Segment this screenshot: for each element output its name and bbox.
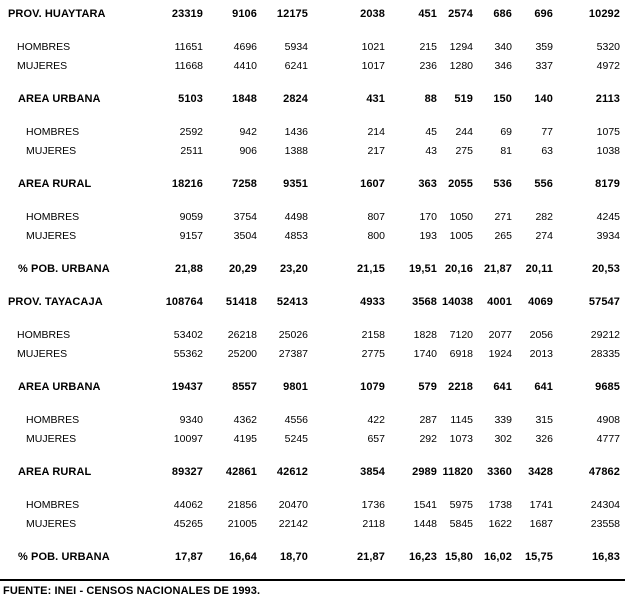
cell-value: 4410 (233, 60, 257, 72)
cell-value: 9340 (179, 414, 203, 426)
cell-value: 53402 (173, 329, 203, 341)
table-row (0, 496, 625, 515)
cell-value: 16,83 (591, 551, 620, 563)
cell-value: 9351 (283, 178, 308, 190)
cell-value: 5934 (284, 41, 308, 53)
cell-value: 8179 (595, 178, 620, 190)
row-label: HOMBRES (17, 41, 71, 53)
cell-value: 215 (419, 41, 437, 53)
cell-value: 579 (418, 381, 437, 393)
cell-value: 1038 (596, 145, 620, 157)
cell-value: 51418 (225, 296, 257, 308)
cell-value: 43 (425, 145, 437, 157)
cell-value: 88 (424, 93, 437, 105)
cell-value: 45 (425, 126, 437, 138)
cell-value: 1050 (449, 211, 473, 223)
cell-value: 451 (418, 8, 437, 20)
cell-value: 1073 (449, 433, 473, 445)
cell-value: 2989 (412, 466, 437, 478)
cell-value: 1005 (449, 230, 473, 242)
cell-value: 282 (535, 211, 553, 223)
cell-value: 315 (535, 414, 553, 426)
table-row (0, 90, 625, 109)
cell-value: 265 (494, 230, 512, 242)
cell-value: 337 (535, 60, 553, 72)
cell-value: 214 (367, 126, 385, 138)
table-row (0, 430, 625, 449)
cell-value: 3360 (487, 466, 512, 478)
cell-value: 236 (419, 60, 437, 72)
row-label: % POB. URBANA (18, 263, 110, 275)
cell-value: 1294 (449, 41, 473, 53)
cell-value: 641 (493, 381, 512, 393)
cell-value: 20,16 (444, 263, 473, 275)
cell-value: 3934 (596, 230, 620, 242)
cell-value: 536 (493, 178, 512, 190)
cell-value: 16,02 (483, 551, 512, 563)
cell-value: 1021 (361, 41, 385, 53)
cell-value: 4777 (596, 433, 620, 445)
cell-value: 3854 (360, 466, 385, 478)
cell-value: 9106 (232, 8, 257, 20)
cell-value: 3504 (233, 230, 257, 242)
cell-value: 29212 (590, 329, 620, 341)
cell-value: 807 (367, 211, 385, 223)
cell-value: 326 (535, 433, 553, 445)
row-label: HOMBRES (26, 211, 80, 223)
row-label: MUJERES (26, 433, 77, 445)
cell-value: 942 (239, 126, 257, 138)
cell-value: 44062 (173, 499, 203, 511)
cell-value: 2592 (179, 126, 203, 138)
cell-value: 3428 (528, 466, 553, 478)
cell-value: 18,70 (279, 551, 308, 563)
cell-value: 16,64 (228, 551, 257, 563)
cell-value: 20,29 (228, 263, 257, 275)
cell-value: 52413 (276, 296, 308, 308)
cell-value: 431 (366, 93, 385, 105)
cell-value: 15,80 (444, 551, 473, 563)
cell-value: 21,15 (356, 263, 385, 275)
cell-value: 1541 (413, 499, 437, 511)
cell-value: 519 (454, 93, 473, 105)
cell-value: 16,23 (408, 551, 437, 563)
cell-value: 1687 (529, 518, 553, 530)
table-row (0, 411, 625, 430)
cell-value: 23558 (590, 518, 620, 530)
row-label: % POB. URBANA (18, 551, 110, 563)
cell-value: 292 (419, 433, 437, 445)
cell-value: 20,11 (525, 263, 553, 275)
row-label: AREA RURAL (18, 178, 92, 190)
cell-value: 3754 (233, 211, 257, 223)
cell-value: 47862 (588, 466, 620, 478)
cell-value: 2056 (529, 329, 553, 341)
table-row (0, 142, 625, 161)
cell-value: 4245 (596, 211, 620, 223)
cell-value: 8557 (232, 381, 257, 393)
cell-value: 2013 (529, 348, 553, 360)
cell-value: 77 (541, 126, 553, 138)
cell-value: 1017 (361, 60, 385, 72)
cell-value: 641 (534, 381, 553, 393)
cell-value: 244 (455, 126, 473, 138)
cell-value: 2824 (283, 93, 308, 105)
cell-value: 4362 (233, 414, 257, 426)
row-label: PROV. HUAYTARA (8, 8, 106, 20)
cell-value: 140 (534, 93, 553, 105)
cell-value: 57547 (588, 296, 620, 308)
cell-value: 346 (494, 60, 512, 72)
cell-value: 1828 (413, 329, 437, 341)
cell-value: 302 (494, 433, 512, 445)
cell-value: 2158 (361, 329, 385, 341)
cell-value: 1388 (284, 145, 308, 157)
cell-value: 23319 (171, 8, 203, 20)
cell-value: 7120 (449, 329, 473, 341)
cell-value: 11668 (174, 60, 203, 72)
cell-value: 7258 (232, 178, 257, 190)
cell-value: 150 (493, 93, 512, 105)
table-body (0, 5, 625, 567)
row-label: MUJERES (26, 518, 77, 530)
row-label: MUJERES (17, 348, 68, 360)
table-row (0, 463, 625, 482)
cell-value: 9685 (595, 381, 620, 393)
cell-value: 25026 (278, 329, 308, 341)
cell-value: 9157 (179, 230, 203, 242)
cell-value: 5245 (284, 433, 308, 445)
cell-value: 4069 (528, 296, 553, 308)
cell-value: 696 (534, 8, 553, 20)
row-label: PROV. TAYACAJA (8, 296, 103, 308)
cell-value: 19,51 (408, 263, 437, 275)
cell-value: 1924 (488, 348, 512, 360)
source-note: FUENTE: INEI - CENSOS NACIONALES DE 1993. (3, 585, 261, 597)
cell-value: 5975 (449, 499, 473, 511)
cell-value: 170 (419, 211, 437, 223)
cell-value: 686 (493, 8, 512, 20)
cell-value: 10292 (588, 8, 620, 20)
cell-value: 217 (367, 145, 385, 157)
cell-value: 274 (535, 230, 553, 242)
row-label: MUJERES (26, 145, 77, 157)
cell-value: 10097 (173, 433, 203, 445)
cell-value: 25200 (227, 348, 257, 360)
cell-value: 12175 (276, 8, 308, 20)
cell-value: 287 (419, 414, 437, 426)
row-label: AREA RURAL (18, 466, 92, 478)
cell-value: 1741 (529, 499, 553, 511)
cell-value: 4853 (284, 230, 308, 242)
cell-value: 657 (367, 433, 385, 445)
cell-value: 2113 (595, 93, 620, 105)
cell-value: 15,75 (524, 551, 553, 563)
cell-value: 55362 (173, 348, 203, 360)
cell-value: 42612 (276, 466, 308, 478)
row-label: AREA URBANA (18, 381, 101, 393)
cell-value: 4696 (233, 41, 257, 53)
cell-value: 2218 (448, 381, 473, 393)
cell-value: 6918 (449, 348, 473, 360)
cell-value: 2055 (448, 178, 473, 190)
cell-value: 1280 (449, 60, 473, 72)
table-row (0, 345, 625, 364)
cell-value: 2511 (180, 145, 203, 157)
cell-value: 1448 (413, 518, 437, 530)
cell-value: 45265 (173, 518, 203, 530)
row-label: HOMBRES (26, 126, 80, 138)
cell-value: 89327 (171, 466, 203, 478)
cell-value: 4498 (284, 211, 308, 223)
cell-value: 42861 (225, 466, 257, 478)
cell-value: 11820 (442, 466, 473, 478)
cell-value: 1848 (232, 93, 257, 105)
cell-value: 69 (500, 126, 512, 138)
cell-value: 24304 (590, 499, 620, 511)
cell-value: 21,88 (174, 263, 203, 275)
cell-value: 2077 (488, 329, 512, 341)
cell-value: 9059 (179, 211, 203, 223)
cell-value: 21856 (227, 499, 257, 511)
cell-value: 28335 (590, 348, 620, 360)
cell-value: 1075 (596, 126, 620, 138)
table-row (0, 378, 625, 397)
table-row (0, 5, 625, 24)
cell-value: 1079 (360, 381, 385, 393)
row-label: HOMBRES (17, 329, 71, 341)
table-row (0, 123, 625, 142)
cell-value: 359 (535, 41, 553, 53)
cell-value: 14038 (442, 296, 474, 308)
cell-value: 340 (494, 41, 512, 53)
cell-value: 2775 (361, 348, 385, 360)
cell-value: 906 (239, 145, 257, 157)
table-row (0, 175, 625, 194)
table-row (0, 208, 625, 227)
cell-value: 4556 (284, 414, 308, 426)
cell-value: 4001 (487, 296, 512, 308)
table-row (0, 515, 625, 534)
table-row (0, 548, 625, 567)
cell-value: 108764 (165, 296, 203, 308)
cell-value: 4972 (596, 60, 620, 72)
cell-value: 422 (367, 414, 385, 426)
cell-value: 4195 (233, 433, 257, 445)
cell-value: 339 (494, 414, 512, 426)
cell-value: 2038 (360, 8, 385, 20)
cell-value: 63 (541, 145, 553, 157)
cell-value: 17,87 (174, 551, 203, 563)
cell-value: 3568 (412, 296, 437, 308)
cell-value: 23,20 (279, 263, 308, 275)
cell-value: 5320 (596, 41, 620, 53)
cell-value: 26218 (227, 329, 257, 341)
table-row (0, 38, 625, 57)
cell-value: 271 (494, 211, 512, 223)
cell-value: 21,87 (483, 263, 512, 275)
cell-value: 275 (455, 145, 473, 157)
row-label: MUJERES (26, 230, 77, 242)
cell-value: 1607 (360, 178, 385, 190)
cell-value: 81 (500, 145, 512, 157)
cell-value: 21005 (227, 518, 257, 530)
cell-value: 1436 (284, 126, 308, 138)
cell-value: 19437 (171, 381, 203, 393)
table-row (0, 326, 625, 345)
cell-value: 193 (419, 230, 437, 242)
row-label: MUJERES (17, 60, 68, 72)
cell-value: 1738 (488, 499, 512, 511)
cell-value: 1145 (450, 414, 473, 426)
cell-value: 4908 (596, 414, 620, 426)
cell-value: 1736 (361, 499, 385, 511)
cell-value: 6241 (284, 60, 308, 72)
row-label: HOMBRES (26, 414, 80, 426)
cell-value: 18216 (171, 178, 203, 190)
cell-value: 22142 (278, 518, 308, 530)
cell-value: 556 (534, 178, 553, 190)
row-label: AREA URBANA (18, 93, 101, 105)
table-row (0, 293, 625, 312)
cell-value: 5845 (449, 518, 473, 530)
cell-value: 2118 (362, 518, 385, 530)
cell-value: 800 (367, 230, 385, 242)
cell-value: 11651 (174, 41, 203, 53)
cell-value: 1740 (413, 348, 437, 360)
cell-value: 27387 (278, 348, 308, 360)
cell-value: 4933 (360, 296, 385, 308)
cell-value: 1622 (488, 518, 512, 530)
cell-value: 363 (418, 178, 437, 190)
table-row (0, 227, 625, 246)
table-row (0, 260, 625, 279)
cell-value: 2574 (448, 8, 473, 20)
cell-value: 20,53 (591, 263, 620, 275)
row-label: HOMBRES (26, 499, 80, 511)
cell-value: 20470 (278, 499, 308, 511)
cell-value: 9801 (283, 381, 308, 393)
cell-value: 5103 (178, 93, 203, 105)
cell-value: 21,87 (356, 551, 385, 563)
table-row (0, 57, 625, 76)
